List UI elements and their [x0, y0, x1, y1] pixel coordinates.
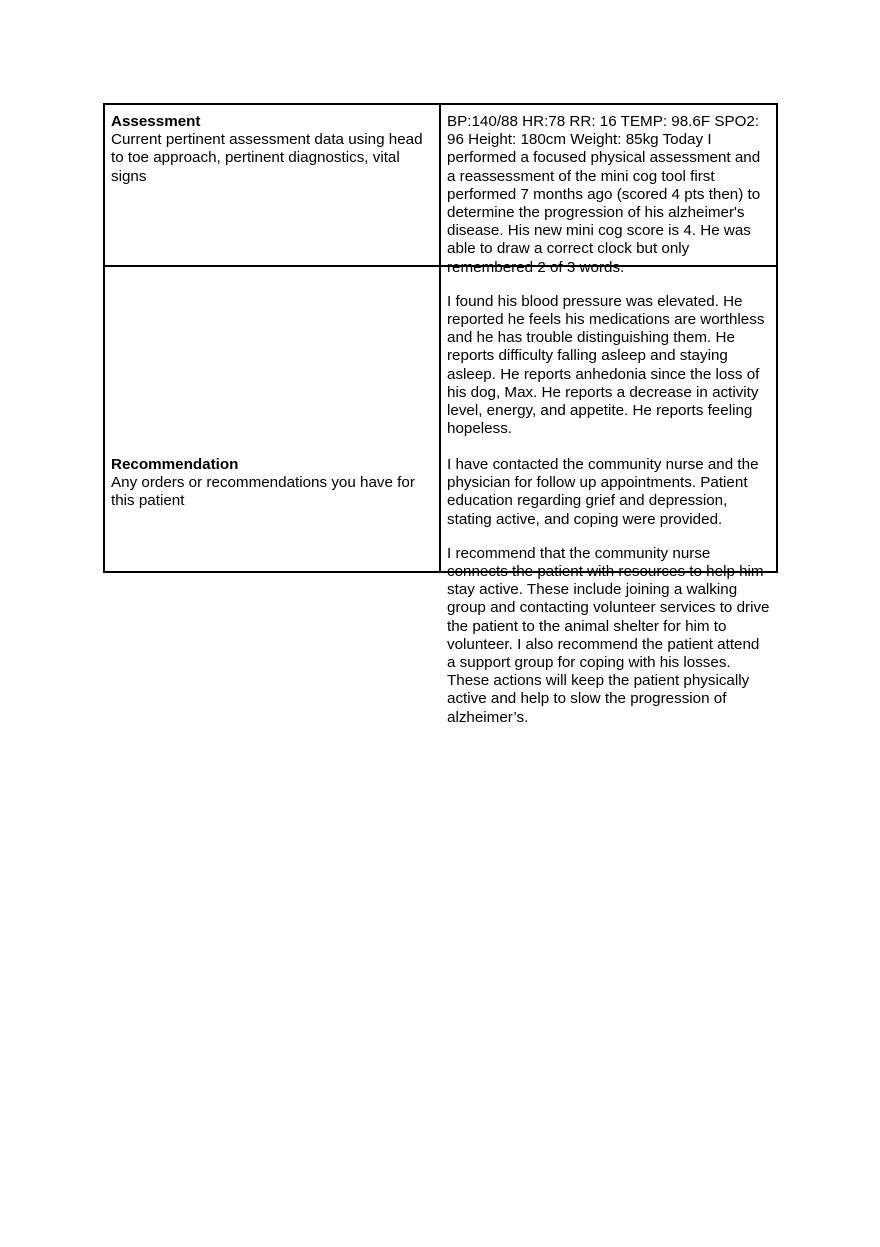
assessment-paragraph: I found his blood pressure was elevated. He reported he feels his medications are worthless and he has trouble distinguishing them. He reports difficulty falling asleep and staying asleep. He reports anhedonia since the loss of his dog, Max. He reports a decrease in activity level, energy, and appetite. He reports feeling hopeless. — [447, 292, 765, 438]
recommendation-description: Any orders or recommendations you have for this patient — [111, 474, 415, 510]
recommendation-label-cell — [111, 456, 433, 511]
assessment-title: Assessment — [111, 113, 201, 130]
assessment-label-cell — [111, 113, 433, 186]
assessment-paragraph: BP:140/88 HR:78 RR: 16 TEMP: 98.6F SPO2: 96 Height: 180cm Weight: 85kg Today I performed a focused physical assessment and a reassessment of the mini cog tool first performed 7 months ago (scored 4 pts then) to determine the progression of his alzheimer's disease. His new mini cog score is 4. He was able to draw a correct clock but only remembered 2 of 3 words. — [447, 113, 761, 276]
assessment-content-cell — [447, 113, 771, 438]
table-column-divider — [439, 103, 441, 573]
table-left-border — [103, 103, 105, 573]
recommendation-paragraph: I recommend that the community nurse connects the patient with resources to help him stay active. These include joining a walking group and contacting volunteer services to drive the patient to the animal shelter for him to volunteer. I also recommend the patient attend a support group for coping with his losses. These actions will keep the patient physically active and help to slow the progression of alzheimer’s. — [447, 544, 770, 726]
recommendation-title: Recommendation — [111, 456, 239, 473]
recommendation-content-cell — [447, 456, 771, 727]
assessment-description: Current pertinent assessment data using head to toe approach, pertinent diagnostics, vital signs — [111, 131, 423, 185]
table-right-border — [776, 103, 778, 573]
recommendation-paragraph: I have contacted the community nurse and the physician for follow up appointments. Patient education regarding grief and depression, stating active, and coping were provided. — [447, 456, 759, 528]
